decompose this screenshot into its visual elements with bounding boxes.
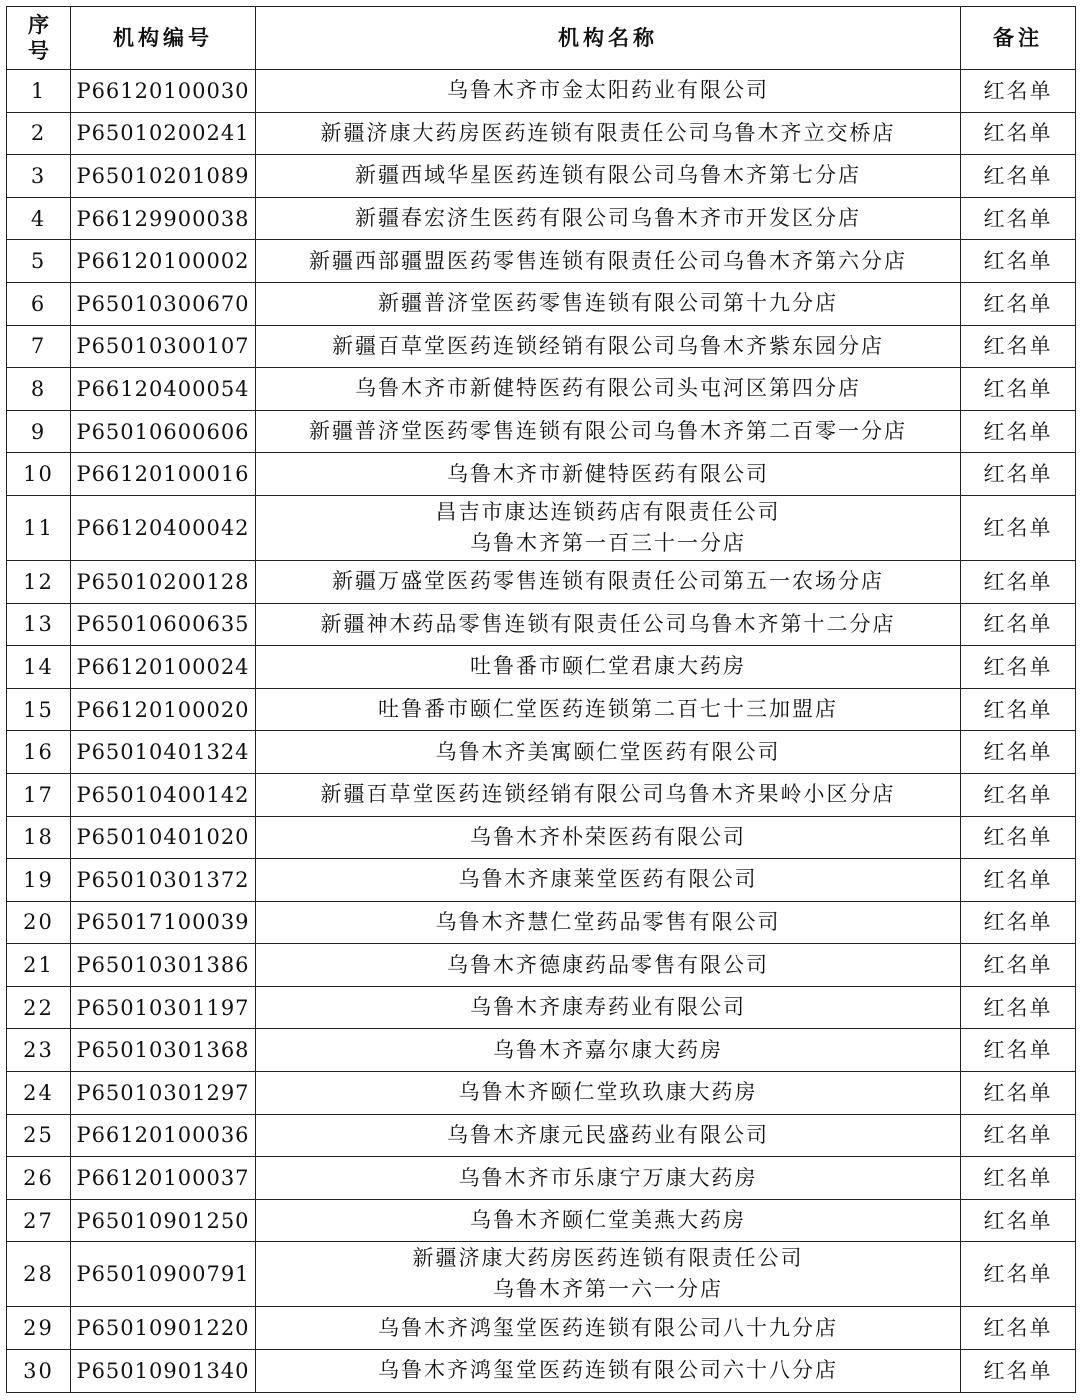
code-cell: P65010301386 <box>71 944 256 987</box>
seq-cell: 23 <box>7 1029 71 1072</box>
note-cell: 红名单 <box>961 1114 1076 1157</box>
note-cell: 红名单 <box>961 410 1076 453</box>
seq-cell: 17 <box>7 773 71 816</box>
seq-cell: 12 <box>7 560 71 603</box>
table-row <box>7 688 1076 731</box>
code-cell: P66120100024 <box>71 646 256 689</box>
table-row <box>7 240 1076 283</box>
note-cell: 红名单 <box>961 1350 1076 1393</box>
table-header-row <box>7 7 1076 70</box>
code-cell: P66120100030 <box>71 70 256 113</box>
name-cell: 吐鲁番市颐仁堂医药连锁第二百七十三加盟店 <box>256 688 961 731</box>
red-list-table <box>6 6 1076 1393</box>
name-cell: 乌鲁木齐康元民盛药业有限公司 <box>256 1114 961 1157</box>
table-row <box>7 731 1076 774</box>
table-row <box>7 646 1076 689</box>
code-cell: P66120100020 <box>71 688 256 731</box>
table-row <box>7 560 1076 603</box>
table-row <box>7 410 1076 453</box>
header-name: 机构名称 <box>256 7 961 70</box>
code-cell: P66120100037 <box>71 1157 256 1200</box>
seq-cell: 24 <box>7 1072 71 1115</box>
note-cell: 红名单 <box>961 603 1076 646</box>
note-cell: 红名单 <box>961 240 1076 283</box>
table-body <box>7 70 1076 1393</box>
seq-cell: 1 <box>7 70 71 113</box>
name-cell: 昌吉市康达连锁药店有限责任公司 乌鲁木齐第一百三十一分店 <box>256 495 961 560</box>
name-cell: 乌鲁木齐市金太阳药业有限公司 <box>256 70 961 113</box>
name-cell: 乌鲁木齐颐仁堂玖玖康大药房 <box>256 1072 961 1115</box>
seq-cell: 25 <box>7 1114 71 1157</box>
table-row <box>7 155 1076 198</box>
note-cell: 红名单 <box>961 1307 1076 1350</box>
seq-cell: 5 <box>7 240 71 283</box>
seq-cell: 11 <box>7 495 71 560</box>
code-cell: P65010401324 <box>71 731 256 774</box>
code-cell: P65010200128 <box>71 560 256 603</box>
note-cell: 红名单 <box>961 1072 1076 1115</box>
code-cell: P66120400042 <box>71 495 256 560</box>
name-cell: 新疆春宏济生医药有限公司乌鲁木齐市开发区分店 <box>256 197 961 240</box>
table-row <box>7 986 1076 1029</box>
name-cell: 新疆西部疆盟医药零售连锁有限责任公司乌鲁木齐第六分店 <box>256 240 961 283</box>
name-cell: 乌鲁木齐美寓颐仁堂医药有限公司 <box>256 731 961 774</box>
code-cell: P65010300107 <box>71 325 256 368</box>
table-row <box>7 603 1076 646</box>
code-cell: P65010301372 <box>71 859 256 902</box>
note-cell: 红名单 <box>961 325 1076 368</box>
table-row <box>7 773 1076 816</box>
table-row <box>7 859 1076 902</box>
name-cell: 新疆普济堂医药零售连锁有限公司乌鲁木齐第二百零一分店 <box>256 410 961 453</box>
note-cell: 红名单 <box>961 197 1076 240</box>
name-cell: 乌鲁木齐颐仁堂美燕大药房 <box>256 1199 961 1242</box>
table-row <box>7 901 1076 944</box>
seq-cell: 21 <box>7 944 71 987</box>
table-row <box>7 1242 1076 1307</box>
name-cell: 乌鲁木齐德康药品零售有限公司 <box>256 944 961 987</box>
code-cell: P65010301197 <box>71 986 256 1029</box>
table-row <box>7 1307 1076 1350</box>
note-cell: 红名单 <box>961 1242 1076 1307</box>
seq-cell: 13 <box>7 603 71 646</box>
code-cell: P65010401020 <box>71 816 256 859</box>
seq-cell: 10 <box>7 453 71 496</box>
table-row <box>7 368 1076 411</box>
note-cell: 红名单 <box>961 646 1076 689</box>
code-cell: P65010201089 <box>71 155 256 198</box>
code-cell: P65017100039 <box>71 901 256 944</box>
code-cell: P65010300670 <box>71 282 256 325</box>
seq-cell: 30 <box>7 1350 71 1393</box>
code-cell: P65010600635 <box>71 603 256 646</box>
name-cell: 新疆百草堂医药连锁经销有限公司乌鲁木齐果岭小区分店 <box>256 773 961 816</box>
note-cell: 红名单 <box>961 282 1076 325</box>
note-cell: 红名单 <box>961 368 1076 411</box>
table-row <box>7 112 1076 155</box>
header-seq <box>7 7 71 70</box>
name-cell: 新疆济康大药房医药连锁有限责任公司乌鲁木齐立交桥店 <box>256 112 961 155</box>
seq-cell: 9 <box>7 410 71 453</box>
note-cell: 红名单 <box>961 1029 1076 1072</box>
seq-cell: 29 <box>7 1307 71 1350</box>
name-cell: 乌鲁木齐康莱堂医药有限公司 <box>256 859 961 902</box>
note-cell: 红名单 <box>961 816 1076 859</box>
name-cell: 乌鲁木齐市乐康宁万康大药房 <box>256 1157 961 1200</box>
name-cell: 乌鲁木齐朴荣医药有限公司 <box>256 816 961 859</box>
note-cell: 红名单 <box>961 1199 1076 1242</box>
code-cell: P66129900038 <box>71 197 256 240</box>
note-cell: 红名单 <box>961 986 1076 1029</box>
code-cell: P65010301297 <box>71 1072 256 1115</box>
table-row <box>7 1350 1076 1393</box>
note-cell: 红名单 <box>961 901 1076 944</box>
name-cell: 新疆神木药品零售连锁有限责任公司乌鲁木齐第十二分店 <box>256 603 961 646</box>
code-cell: P65010200241 <box>71 112 256 155</box>
table-row <box>7 1072 1076 1115</box>
table-row <box>7 816 1076 859</box>
header-code: 机构编号 <box>71 7 256 70</box>
name-cell: 乌鲁木齐康寿药业有限公司 <box>256 986 961 1029</box>
seq-cell: 19 <box>7 859 71 902</box>
table-row <box>7 1157 1076 1200</box>
note-cell: 红名单 <box>961 70 1076 113</box>
table-row <box>7 282 1076 325</box>
note-cell: 红名单 <box>961 688 1076 731</box>
name-cell: 新疆万盛堂医药零售连锁有限责任公司第五一农场分店 <box>256 560 961 603</box>
seq-cell: 14 <box>7 646 71 689</box>
note-cell: 红名单 <box>961 944 1076 987</box>
note-cell: 红名单 <box>961 453 1076 496</box>
code-cell: P65010901220 <box>71 1307 256 1350</box>
seq-cell: 22 <box>7 986 71 1029</box>
name-cell: 新疆济康大药房医药连锁有限责任公司 乌鲁木齐第一六一分店 <box>256 1242 961 1307</box>
table-row <box>7 1199 1076 1242</box>
table-row <box>7 197 1076 240</box>
table-row <box>7 1114 1076 1157</box>
table-row <box>7 70 1076 113</box>
name-cell: 新疆西域华星医药连锁有限公司乌鲁木齐第七分店 <box>256 155 961 198</box>
code-cell: P66120100036 <box>71 1114 256 1157</box>
name-cell: 乌鲁木齐鸿玺堂医药连锁有限公司八十九分店 <box>256 1307 961 1350</box>
header-note: 备注 <box>961 7 1076 70</box>
code-cell: P65010600606 <box>71 410 256 453</box>
name-cell: 乌鲁木齐鸿玺堂医药连锁有限公司六十八分店 <box>256 1350 961 1393</box>
seq-cell: 18 <box>7 816 71 859</box>
note-cell: 红名单 <box>961 155 1076 198</box>
seq-cell: 15 <box>7 688 71 731</box>
seq-cell: 6 <box>7 282 71 325</box>
code-cell: P66120400054 <box>71 368 256 411</box>
note-cell: 红名单 <box>961 495 1076 560</box>
table-row <box>7 1029 1076 1072</box>
seq-cell: 27 <box>7 1199 71 1242</box>
seq-cell: 26 <box>7 1157 71 1200</box>
table-row <box>7 944 1076 987</box>
name-cell: 乌鲁木齐嘉尔康大药房 <box>256 1029 961 1072</box>
name-cell: 乌鲁木齐市新健特医药有限公司头屯河区第四分店 <box>256 368 961 411</box>
seq-cell: 28 <box>7 1242 71 1307</box>
seq-cell: 20 <box>7 901 71 944</box>
seq-cell: 2 <box>7 112 71 155</box>
code-cell: P65010301368 <box>71 1029 256 1072</box>
seq-cell: 3 <box>7 155 71 198</box>
seq-cell: 16 <box>7 731 71 774</box>
note-cell: 红名单 <box>961 560 1076 603</box>
code-cell: P65010900791 <box>71 1242 256 1307</box>
seq-cell: 7 <box>7 325 71 368</box>
name-cell: 乌鲁木齐市新健特医药有限公司 <box>256 453 961 496</box>
name-cell: 新疆百草堂医药连锁经销有限公司乌鲁木齐紫东园分店 <box>256 325 961 368</box>
code-cell: P66120100016 <box>71 453 256 496</box>
note-cell: 红名单 <box>961 731 1076 774</box>
table-row <box>7 495 1076 560</box>
seq-cell: 4 <box>7 197 71 240</box>
table-row <box>7 325 1076 368</box>
note-cell: 红名单 <box>961 859 1076 902</box>
code-cell: P65010901340 <box>71 1350 256 1393</box>
code-cell: P66120100002 <box>71 240 256 283</box>
note-cell: 红名单 <box>961 112 1076 155</box>
table-row <box>7 453 1076 496</box>
note-cell: 红名单 <box>961 773 1076 816</box>
name-cell: 新疆普济堂医药零售连锁有限公司第十九分店 <box>256 282 961 325</box>
code-cell: P65010400142 <box>71 773 256 816</box>
name-cell: 乌鲁木齐慧仁堂药品零售有限公司 <box>256 901 961 944</box>
name-cell: 吐鲁番市颐仁堂君康大药房 <box>256 646 961 689</box>
note-cell: 红名单 <box>961 1157 1076 1200</box>
header-seq-text: 序 号 <box>28 12 49 63</box>
code-cell: P65010901250 <box>71 1199 256 1242</box>
seq-cell: 8 <box>7 368 71 411</box>
